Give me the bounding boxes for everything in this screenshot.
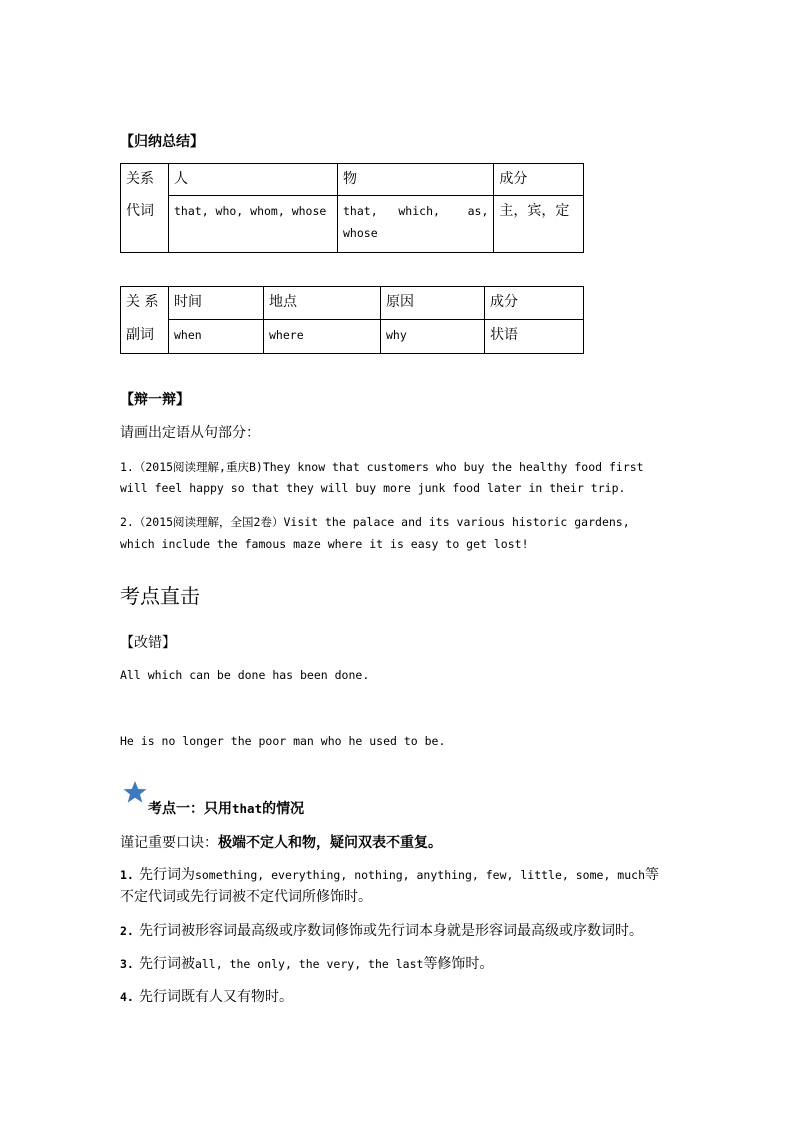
distinguish-instruction: 请画出定语从句部分： (120, 425, 260, 441)
rule-3 (120, 952, 493, 975)
rule1-text-a: 先行词为 (138, 867, 195, 883)
item2-sentence-line2: which include the famous maze where it is easy to get lost! (120, 537, 529, 551)
rule2-text: 先行词被形容词最高级或序数词修饰或先行词本身就是形容词最高级或序数词时。 (138, 923, 643, 939)
point1-title-suffix: 的情况 (262, 801, 305, 817)
pronoun-col-person: 人 (169, 164, 338, 196)
rule3-number: 3. (120, 957, 134, 971)
pronoun-row-label-bottom: 代词 (121, 196, 169, 253)
rule3-text-a: 先行词被 (138, 956, 195, 972)
correction-sentence-1: All which can be done has been done. (120, 668, 370, 682)
rule1-number: 1. (120, 868, 134, 882)
pronoun-row-label-top: 关系 (121, 164, 169, 196)
relative-pronoun-table (120, 163, 584, 253)
relative-adverb-table (120, 286, 584, 354)
rule1-text-b: 等 (645, 867, 659, 883)
pronoun-col-role: 成分 (494, 164, 584, 196)
point1-title (148, 798, 304, 818)
adverb-row-label-bottom: 副词 (121, 320, 169, 354)
summary-heading: 【归纳总结】 (120, 134, 204, 150)
distinguish-heading: 【辩一辩】 (120, 392, 190, 408)
adverb-place-value: where (264, 320, 381, 354)
rule3-text-b: 等修饰时。 (423, 956, 494, 972)
item1-sentence-line2: will feel happy so that they will buy more junk food later in their trip. (120, 481, 626, 495)
pronoun-thing-value-line1: that, which, as, (343, 204, 489, 218)
rule-1 (120, 863, 659, 886)
rule3-words: all, the only, the very, the last (194, 957, 424, 971)
mnemonic (120, 832, 442, 852)
distinguish-item-1 (120, 455, 644, 478)
pronoun-col-thing: 物 (338, 164, 494, 196)
adverb-role-value: 状语 (485, 320, 584, 354)
adverb-reason-value: why (381, 320, 485, 354)
rule4-text: 先行词既有人又有物时。 (138, 989, 293, 1005)
mnemonic-label: 谨记重要口诀： (120, 835, 218, 851)
adverb-col-role: 成分 (485, 287, 584, 320)
item2-sentence-line1: Visit the palace and its various historic gardens, (283, 515, 630, 529)
rule4-number: 4. (120, 990, 134, 1004)
adverb-col-place: 地点 (264, 287, 381, 320)
adverb-time-value: when (169, 320, 264, 354)
rule2-number: 2. (120, 924, 134, 938)
adverb-col-time: 时间 (169, 287, 264, 320)
item1-sentence-line1: They know that customers who buy the healthy food first (262, 460, 644, 474)
pronoun-person-value: that, who, whom, whose (169, 196, 338, 253)
pronoun-thing-value (338, 196, 494, 253)
star-icon (122, 780, 148, 808)
exam-title: 考点直击 (120, 584, 200, 608)
rule-2 (120, 919, 643, 942)
item2-prefix: 2.（2015阅读理解，全国2卷） (120, 515, 284, 529)
rule-4 (120, 985, 293, 1008)
mnemonic-text: 极端不定人和物，疑问双表不重复。 (218, 835, 442, 851)
correction-heading: 【改错】 (120, 635, 176, 651)
point1-title-that: that (232, 801, 263, 816)
point1-title-prefix: 考点一：只用 (148, 801, 232, 817)
rule1-line2: 不定代词或先行词被不定代词所修饰时。 (120, 889, 372, 905)
item1-prefix: 1.（2015阅读理解,重庆B) (120, 460, 263, 474)
adverb-row-label-top: 关 系 (121, 287, 169, 320)
rule1-words: something, everything, nothing, anything, few, little, some, much (194, 868, 645, 882)
distinguish-item-2 (120, 510, 630, 533)
adverb-col-reason: 原因 (381, 287, 485, 320)
correction-sentence-2: He is no longer the poor man who he used to be. (120, 734, 446, 748)
pronoun-thing-value-line2: whose (343, 226, 378, 240)
pronoun-role-value: 主，宾，定 (494, 196, 584, 253)
